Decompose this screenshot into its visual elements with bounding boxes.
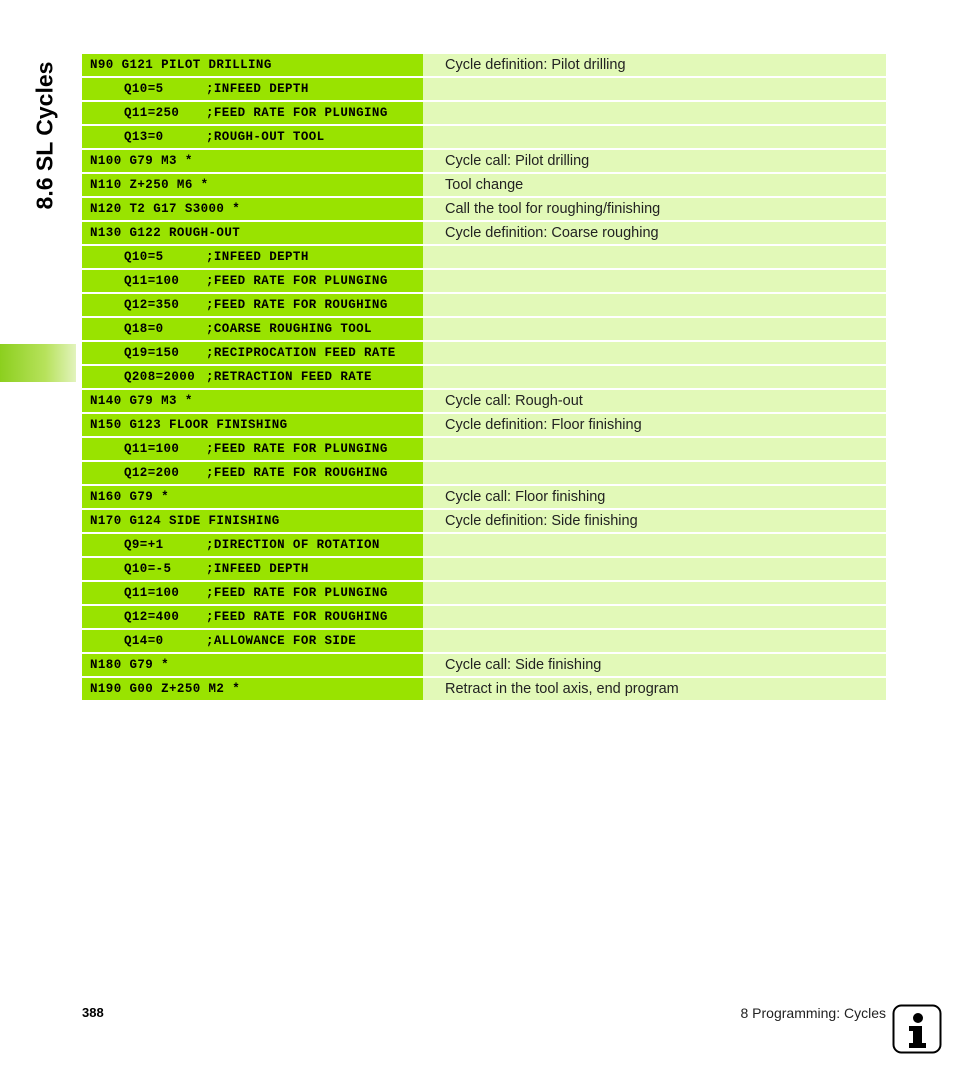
table-row xyxy=(82,294,886,316)
parameter-comment: ;FEED RATE FOR ROUGHING xyxy=(206,466,388,480)
nc-block-code: N180 G79 * xyxy=(82,654,423,676)
parameter-comment: ;INFEED DEPTH xyxy=(206,562,309,576)
block-description xyxy=(423,78,886,100)
section-title-text: 8.6 SL Cycles xyxy=(31,61,58,209)
parameter-comment: ;FEED RATE FOR ROUGHING xyxy=(206,610,388,624)
block-description: Retract in the tool axis, end program xyxy=(423,678,886,700)
block-description xyxy=(423,342,886,364)
table-row xyxy=(82,246,886,268)
block-description: Cycle call: Side finishing xyxy=(423,654,886,676)
block-description xyxy=(423,366,886,388)
nc-block-code: N140 G79 M3 * xyxy=(82,390,423,412)
block-description xyxy=(423,102,886,124)
block-description xyxy=(423,534,886,556)
block-description xyxy=(423,462,886,484)
table-row xyxy=(82,606,886,628)
parameter-line xyxy=(82,294,423,316)
parameter-value: Q10=-5 xyxy=(124,562,172,576)
parameter-comment: ;FEED RATE FOR PLUNGING xyxy=(206,586,388,600)
block-description xyxy=(423,270,886,292)
info-icon xyxy=(892,1004,942,1054)
parameter-value: Q12=400 xyxy=(124,610,180,624)
parameter-comment: ;DIRECTION OF ROTATION xyxy=(206,538,380,552)
parameter-value: Q18=0 xyxy=(124,322,164,336)
block-description xyxy=(423,606,886,628)
block-description xyxy=(423,630,886,652)
block-description xyxy=(423,318,886,340)
parameter-comment: ;INFEED DEPTH xyxy=(206,82,309,96)
parameter-line xyxy=(82,630,423,652)
parameter-line xyxy=(82,102,423,124)
block-description xyxy=(423,438,886,460)
table-row xyxy=(82,54,886,76)
parameter-value: Q14=0 xyxy=(124,634,164,648)
table-row xyxy=(82,414,886,436)
table-row xyxy=(82,582,886,604)
parameter-comment: ;FEED RATE FOR PLUNGING xyxy=(206,274,388,288)
nc-block-code: N170 G124 SIDE FINISHING xyxy=(82,510,423,532)
table-row xyxy=(82,438,886,460)
table-row xyxy=(82,678,886,700)
parameter-comment: ;FEED RATE FOR PLUNGING xyxy=(206,106,388,120)
table-row xyxy=(82,558,886,580)
parameter-line xyxy=(82,558,423,580)
parameter-comment: ;RECIPROCATION FEED RATE xyxy=(206,346,396,360)
section-title xyxy=(30,50,60,220)
block-description: Cycle call: Pilot drilling xyxy=(423,150,886,172)
parameter-comment: ;FEED RATE FOR PLUNGING xyxy=(206,442,388,456)
parameter-value: Q11=100 xyxy=(124,442,180,456)
parameter-value: Q208=2000 xyxy=(124,370,196,384)
parameter-comment: ;FEED RATE FOR ROUGHING xyxy=(206,298,388,312)
parameter-line xyxy=(82,318,423,340)
table-row xyxy=(82,630,886,652)
table-row xyxy=(82,198,886,220)
parameter-value: Q13=0 xyxy=(124,130,164,144)
parameter-value: Q10=5 xyxy=(124,82,164,96)
block-description xyxy=(423,294,886,316)
page-number: 388 xyxy=(82,1005,104,1020)
chapter-title: 8 Programming: Cycles xyxy=(740,1005,886,1021)
nc-block-code: N100 G79 M3 * xyxy=(82,150,423,172)
chapter-tab-marker xyxy=(0,344,76,382)
nc-block-code: N120 T2 G17 S3000 * xyxy=(82,198,423,220)
parameter-value: Q10=5 xyxy=(124,250,164,264)
parameter-value: Q11=100 xyxy=(124,274,180,288)
table-row xyxy=(82,486,886,508)
block-description: Call the tool for roughing/finishing xyxy=(423,198,886,220)
program-listing xyxy=(82,54,886,702)
table-row xyxy=(82,126,886,148)
nc-block-code: N90 G121 PILOT DRILLING xyxy=(82,54,423,76)
block-description xyxy=(423,582,886,604)
table-row xyxy=(82,366,886,388)
nc-block-code: N150 G123 FLOOR FINISHING xyxy=(82,414,423,436)
parameter-comment: ;COARSE ROUGHING TOOL xyxy=(206,322,372,336)
table-row xyxy=(82,222,886,244)
block-description: Cycle call: Floor finishing xyxy=(423,486,886,508)
table-row xyxy=(82,654,886,676)
parameter-value: Q12=350 xyxy=(124,298,180,312)
parameter-line xyxy=(82,270,423,292)
table-row xyxy=(82,150,886,172)
block-description: Cycle definition: Side finishing xyxy=(423,510,886,532)
parameter-line xyxy=(82,366,423,388)
parameter-value: Q11=100 xyxy=(124,586,180,600)
parameter-line xyxy=(82,582,423,604)
table-row xyxy=(82,534,886,556)
table-row xyxy=(82,318,886,340)
table-row xyxy=(82,174,886,196)
nc-block-code: N190 G00 Z+250 M2 * xyxy=(82,678,423,700)
parameter-value: Q11=250 xyxy=(124,106,180,120)
parameter-comment: ;ALLOWANCE FOR SIDE xyxy=(206,634,357,648)
table-row xyxy=(82,102,886,124)
parameter-value: Q19=150 xyxy=(124,346,180,360)
parameter-line xyxy=(82,126,423,148)
table-row xyxy=(82,342,886,364)
table-row xyxy=(82,270,886,292)
table-row xyxy=(82,390,886,412)
block-description: Cycle definition: Pilot drilling xyxy=(423,54,886,76)
parameter-line xyxy=(82,342,423,364)
parameter-value: Q12=200 xyxy=(124,466,180,480)
parameter-line xyxy=(82,438,423,460)
table-row xyxy=(82,462,886,484)
block-description xyxy=(423,558,886,580)
parameter-comment: ;INFEED DEPTH xyxy=(206,250,309,264)
parameter-line xyxy=(82,78,423,100)
nc-block-code: N160 G79 * xyxy=(82,486,423,508)
block-description xyxy=(423,126,886,148)
parameter-line xyxy=(82,606,423,628)
block-description: Cycle definition: Floor finishing xyxy=(423,414,886,436)
parameter-line xyxy=(82,246,423,268)
parameter-line xyxy=(82,462,423,484)
block-description xyxy=(423,246,886,268)
table-row xyxy=(82,510,886,532)
parameter-line xyxy=(82,534,423,556)
nc-block-code: N130 G122 ROUGH-OUT xyxy=(82,222,423,244)
block-description: Cycle definition: Coarse roughing xyxy=(423,222,886,244)
table-row xyxy=(82,78,886,100)
block-description: Cycle call: Rough-out xyxy=(423,390,886,412)
nc-block-code: N110 Z+250 M6 * xyxy=(82,174,423,196)
parameter-comment: ;RETRACTION FEED RATE xyxy=(206,370,372,384)
block-description: Tool change xyxy=(423,174,886,196)
parameter-value: Q9=+1 xyxy=(124,538,164,552)
parameter-comment: ;ROUGH-OUT TOOL xyxy=(206,130,325,144)
